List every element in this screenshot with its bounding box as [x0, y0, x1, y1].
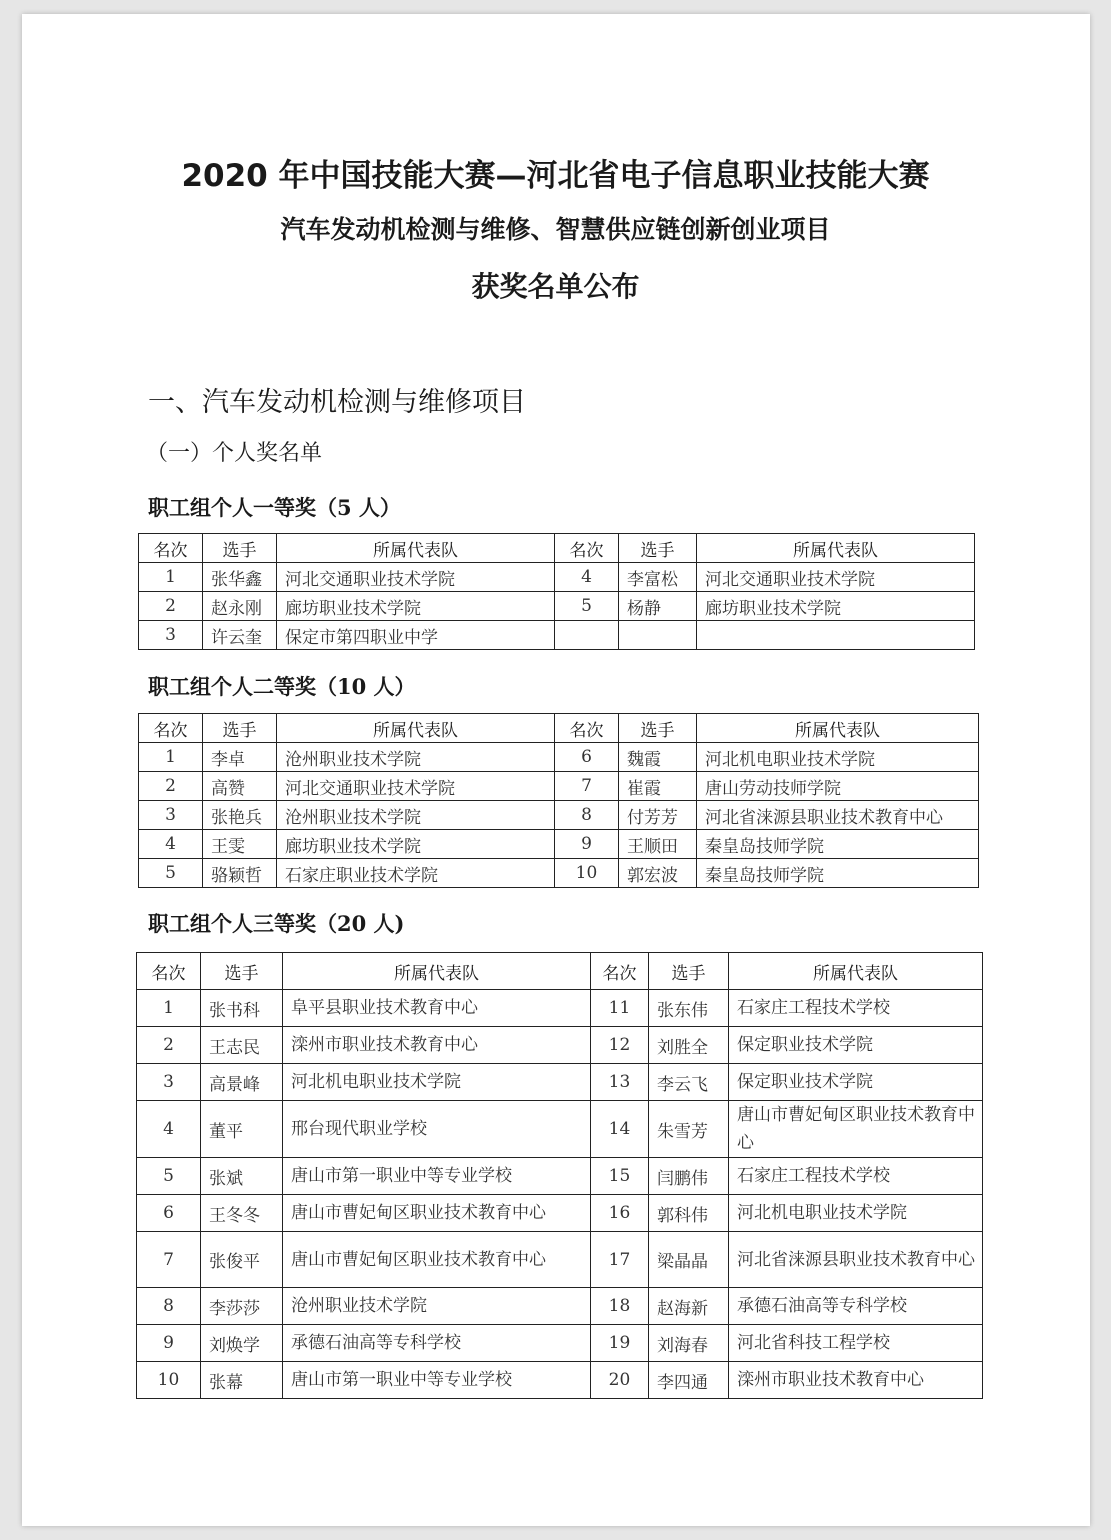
- column-header-name: 选手: [203, 714, 277, 743]
- column-header-rank: 名次: [591, 953, 649, 990]
- team-cell: 保定职业技术学院: [729, 1064, 983, 1101]
- rank-cell: 6: [555, 743, 619, 772]
- name-cell: 张书科: [201, 990, 283, 1027]
- rank-cell: 10: [137, 1362, 201, 1399]
- rank-cell: 11: [591, 990, 649, 1027]
- team-cell: 滦州市职业技术教育中心: [729, 1362, 983, 1399]
- team-cell: 唐山市曹妃甸区职业技术教育中心: [283, 1195, 591, 1232]
- name-cell: 赵永刚: [203, 592, 277, 621]
- name-cell: 高景峰: [201, 1064, 283, 1101]
- column-header-rank: 名次: [137, 953, 201, 990]
- column-header-rank: 名次: [555, 714, 619, 743]
- name-cell: 闫鹏伟: [649, 1158, 729, 1195]
- name-cell: 郭科伟: [649, 1195, 729, 1232]
- name-cell: 王雯: [203, 830, 277, 859]
- first-prize-table: [138, 533, 975, 650]
- name-cell: 王冬冬: [201, 1195, 283, 1232]
- table-row: [137, 1232, 983, 1288]
- table-row: [137, 990, 983, 1027]
- column-header-rank: 名次: [555, 534, 619, 563]
- rank-cell: 14: [591, 1101, 649, 1158]
- team-cell: 唐山劳动技师学院: [697, 772, 979, 801]
- team-cell: 秦皇岛技师学院: [697, 830, 979, 859]
- table-row: [139, 830, 979, 859]
- team-cell: 唐山市曹妃甸区职业技术教育中心: [729, 1101, 983, 1158]
- team-cell: 唐山市第一职业中等专业学校: [283, 1362, 591, 1399]
- column-header-team: 所属代表队: [283, 953, 591, 990]
- name-cell: 朱雪芳: [649, 1101, 729, 1158]
- table-row: [137, 1101, 983, 1158]
- rank-cell: 5: [137, 1158, 201, 1195]
- table-header-row: [139, 534, 975, 563]
- rank-cell: 7: [555, 772, 619, 801]
- team-cell: [697, 621, 975, 650]
- column-header-name: 选手: [203, 534, 277, 563]
- table-row: [137, 1195, 983, 1232]
- name-cell: 崔霞: [619, 772, 697, 801]
- team-cell: 保定市第四职业中学: [277, 621, 555, 650]
- name-cell: 李莎莎: [201, 1288, 283, 1325]
- name-cell: 王顺田: [619, 830, 697, 859]
- column-header-team: 所属代表队: [277, 714, 555, 743]
- table-row: [139, 743, 979, 772]
- team-cell: 秦皇岛技师学院: [697, 859, 979, 888]
- second-prize-table: [138, 713, 979, 888]
- rank-cell: 2: [139, 592, 203, 621]
- rank-cell: 3: [139, 801, 203, 830]
- name-cell: 李卓: [203, 743, 277, 772]
- table-row: [137, 1325, 983, 1362]
- name-cell: 许云奎: [203, 621, 277, 650]
- rank-cell: 15: [591, 1158, 649, 1195]
- column-header-name: 选手: [201, 953, 283, 990]
- column-header-team: 所属代表队: [697, 714, 979, 743]
- table-header-row: [137, 953, 983, 990]
- column-header-team: 所属代表队: [729, 953, 983, 990]
- name-cell: 高赞: [203, 772, 277, 801]
- team-cell: 河北交通职业技术学院: [277, 772, 555, 801]
- name-cell: 郭宏波: [619, 859, 697, 888]
- third-prize-heading: 职工组个人三等奖（20 人): [148, 911, 405, 936]
- document-announcement-title: 获奖名单公布: [471, 270, 640, 303]
- team-cell: 河北机电职业技术学院: [729, 1195, 983, 1232]
- rank-cell: 2: [139, 772, 203, 801]
- name-cell: 刘胜全: [649, 1027, 729, 1064]
- rank-cell: 18: [591, 1288, 649, 1325]
- rank-cell: 19: [591, 1325, 649, 1362]
- team-cell: 河北交通职业技术学院: [697, 563, 975, 592]
- rank-cell: 4: [139, 830, 203, 859]
- team-cell: 河北省科技工程学校: [729, 1325, 983, 1362]
- team-cell: 河北机电职业技术学院: [283, 1064, 591, 1101]
- rank-cell: 10: [555, 859, 619, 888]
- name-cell: 张华鑫: [203, 563, 277, 592]
- name-cell: 骆颖哲: [203, 859, 277, 888]
- subsection-heading: （一）个人奖名单: [146, 441, 323, 466]
- table-row: [139, 563, 975, 592]
- table-row: [137, 1288, 983, 1325]
- team-cell: 保定职业技术学院: [729, 1027, 983, 1064]
- table-header-row: [139, 714, 979, 743]
- rank-cell: 4: [137, 1101, 201, 1158]
- team-cell: 廊坊职业技术学院: [697, 592, 975, 621]
- team-cell: 滦州市职业技术教育中心: [283, 1027, 591, 1064]
- team-cell: 沧州职业技术学院: [283, 1288, 591, 1325]
- rank-cell: 1: [139, 563, 203, 592]
- rank-cell: 9: [137, 1325, 201, 1362]
- team-cell: 河北省涞源县职业技术教育中心: [729, 1232, 983, 1288]
- rank-cell: 2: [137, 1027, 201, 1064]
- third-prize-table: [136, 952, 983, 1399]
- name-cell: 李富松: [619, 563, 697, 592]
- team-cell: 廊坊职业技术学院: [277, 830, 555, 859]
- name-cell: 赵海新: [649, 1288, 729, 1325]
- first-prize-heading: 职工组个人一等奖（5 人）: [148, 495, 401, 520]
- rank-cell: 8: [137, 1288, 201, 1325]
- team-cell: 河北交通职业技术学院: [277, 563, 555, 592]
- team-cell: 唐山市曹妃甸区职业技术教育中心: [283, 1232, 591, 1288]
- rank-cell: 4: [555, 563, 619, 592]
- column-header-team: 所属代表队: [697, 534, 975, 563]
- table-row: [137, 1027, 983, 1064]
- rank-cell: 16: [591, 1195, 649, 1232]
- name-cell: 董平: [201, 1101, 283, 1158]
- column-header-team: 所属代表队: [277, 534, 555, 563]
- name-cell: 李四通: [649, 1362, 729, 1399]
- rank-cell: 17: [591, 1232, 649, 1288]
- team-cell: 唐山市第一职业中等专业学校: [283, 1158, 591, 1195]
- name-cell: 张艳兵: [203, 801, 277, 830]
- rank-cell: 3: [137, 1064, 201, 1101]
- section-heading: 一、汽车发动机检测与维修项目: [148, 387, 526, 418]
- rank-cell: 20: [591, 1362, 649, 1399]
- team-cell: 石家庄工程技术学校: [729, 990, 983, 1027]
- team-cell: 石家庄职业技术学院: [277, 859, 555, 888]
- team-cell: 阜平县职业技术教育中心: [283, 990, 591, 1027]
- table-row: [139, 772, 979, 801]
- name-cell: 张幕: [201, 1362, 283, 1399]
- team-cell: 河北省涞源县职业技术教育中心: [697, 801, 979, 830]
- table-row: [137, 1362, 983, 1399]
- team-cell: 承德石油高等专科学校: [283, 1325, 591, 1362]
- name-cell: 张斌: [201, 1158, 283, 1195]
- rank-cell: 6: [137, 1195, 201, 1232]
- name-cell: [619, 621, 697, 650]
- team-cell: 石家庄工程技术学校: [729, 1158, 983, 1195]
- rank-cell: 9: [555, 830, 619, 859]
- team-cell: 邢台现代职业学校: [283, 1101, 591, 1158]
- column-header-name: 选手: [619, 714, 697, 743]
- team-cell: 河北机电职业技术学院: [697, 743, 979, 772]
- name-cell: 王志民: [201, 1027, 283, 1064]
- rank-cell: 13: [591, 1064, 649, 1101]
- rank-cell: 1: [139, 743, 203, 772]
- name-cell: 魏霞: [619, 743, 697, 772]
- document-subtitle: 汽车发动机检测与维修、智慧供应链创新创业项目: [280, 215, 831, 244]
- table-row: [139, 859, 979, 888]
- second-prize-heading: 职工组个人二等奖（10 人）: [148, 674, 416, 699]
- column-header-name: 选手: [649, 953, 729, 990]
- table-row: [139, 621, 975, 650]
- rank-cell: 8: [555, 801, 619, 830]
- team-cell: 承德石油高等专科学校: [729, 1288, 983, 1325]
- name-cell: 刘焕学: [201, 1325, 283, 1362]
- name-cell: 杨静: [619, 592, 697, 621]
- name-cell: 梁晶晶: [649, 1232, 729, 1288]
- table-row: [139, 592, 975, 621]
- name-cell: 付芳芳: [619, 801, 697, 830]
- rank-cell: [555, 621, 619, 650]
- name-cell: 张东伟: [649, 990, 729, 1027]
- table-row: [137, 1158, 983, 1195]
- name-cell: 李云飞: [649, 1064, 729, 1101]
- team-cell: 廊坊职业技术学院: [277, 592, 555, 621]
- rank-cell: 3: [139, 621, 203, 650]
- team-cell: 沧州职业技术学院: [277, 743, 555, 772]
- name-cell: 刘海春: [649, 1325, 729, 1362]
- rank-cell: 1: [137, 990, 201, 1027]
- column-header-rank: 名次: [139, 534, 203, 563]
- column-header-rank: 名次: [139, 714, 203, 743]
- team-cell: 沧州职业技术学院: [277, 801, 555, 830]
- table-row: [139, 801, 979, 830]
- rank-cell: 5: [139, 859, 203, 888]
- document-title: 2020 年中国技能大赛—河北省电子信息职业技能大赛: [181, 158, 930, 194]
- rank-cell: 7: [137, 1232, 201, 1288]
- column-header-name: 选手: [619, 534, 697, 563]
- rank-cell: 5: [555, 592, 619, 621]
- rank-cell: 12: [591, 1027, 649, 1064]
- name-cell: 张俊平: [201, 1232, 283, 1288]
- table-row: [137, 1064, 983, 1101]
